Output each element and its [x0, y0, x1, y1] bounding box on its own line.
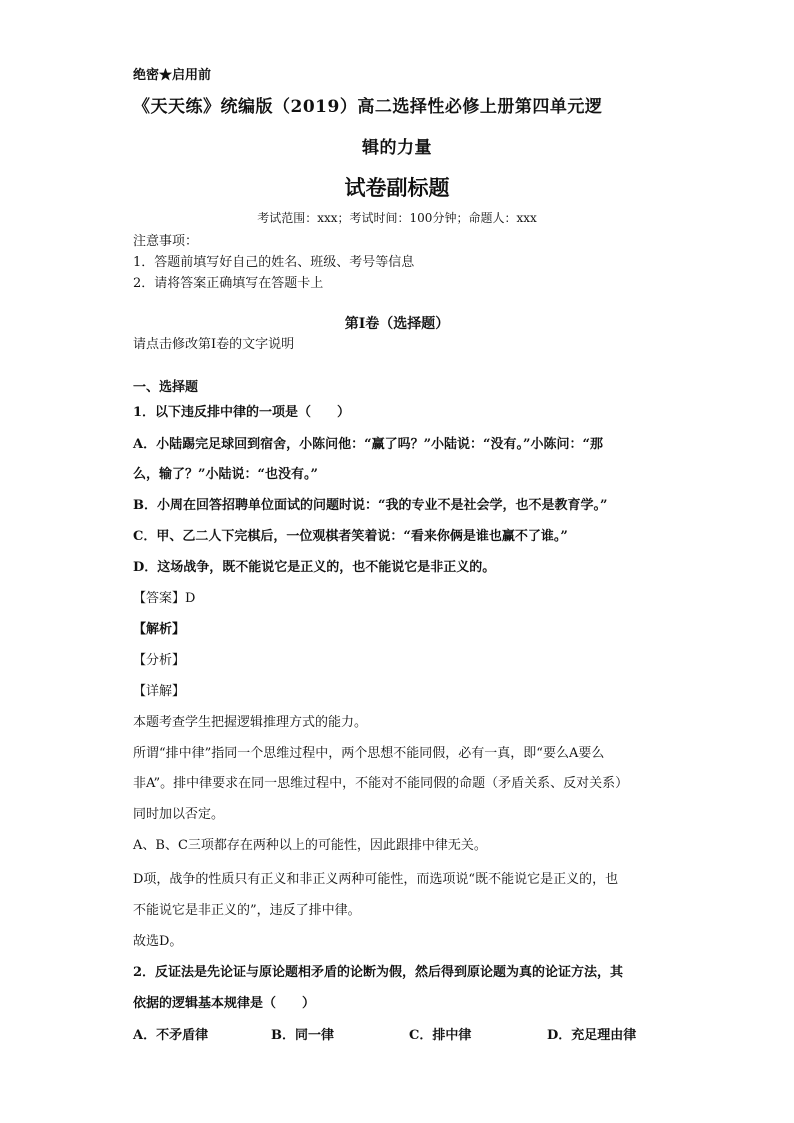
- q2-stem-line2: 依据的逻辑基本规律是（ ）: [133, 996, 316, 1011]
- q2-option-a: A．不矛盾律: [133, 1028, 209, 1043]
- q2-stem-line1: 2．反证法是先论证与原论题相矛盾的论断为假，然后得到原论题为真的论证方法，其: [133, 965, 624, 980]
- q1-explanation-p4-line2: 不能说它是非正义的”，违反了排中律。: [133, 903, 361, 918]
- q1-explanation-p2-line2: 非A”。排中律要求在同一思维过程中，不能对不能同假的命题（矛盾关系、反对关系）: [133, 776, 629, 791]
- note-item-1: 1．答题前填写好自己的姓名、班级、考号等信息: [133, 255, 415, 270]
- note-item-2: 2．请将答案正确填写在答题卡上: [133, 276, 324, 291]
- q1-option-d: D．这场战争，既不能说它是正义的，也不能说它是非正义的。: [133, 560, 496, 575]
- q2-option-d: D．充足理由律: [547, 1028, 637, 1043]
- q2-option-b: B．同一律: [271, 1028, 334, 1043]
- notes-heading: 注意事项：: [133, 234, 199, 249]
- q1-answer: 【答案】D: [133, 591, 196, 606]
- q1-explanation-p3: A、B、C三项都存在两种以上的可能性，因此跟排中律无关。: [133, 838, 487, 853]
- exam-info: 考试范围：xxx；考试时间：100分钟；命题人：xxx: [257, 211, 537, 225]
- exam-title-line1: 《天天练》统编版（2019）高二选择性必修上册第四单元逻: [133, 97, 603, 117]
- q1-xiangjie-label: 【详解】: [133, 684, 186, 699]
- q1-analysis-label: 【解析】: [133, 622, 186, 637]
- volume-desc: 请点击修改第I卷的文字说明: [133, 337, 295, 352]
- exam-subtitle: 试卷副标题: [344, 175, 450, 200]
- q1-option-a-line2: 么，输了？”小陆说：“也没有。”: [133, 467, 318, 482]
- q1-explanation-p1: 本题考查学生把握逻辑推理方式的能力。: [133, 715, 368, 730]
- q1-option-a-line1: A．小陆踢完足球回到宿舍，小陈问他：“赢了吗？”小陆说：“没有。”小陈问：“那: [133, 437, 603, 452]
- q1-explanation-p4-line1: D项，战争的性质只有正义和非正义两种可能性，而选项说“既不能说它是正义的，也: [133, 872, 619, 887]
- q2-option-c: C．排中律: [409, 1028, 472, 1043]
- q1-explanation-p2-line3: 同时加以否定。: [133, 807, 225, 822]
- section-heading: 一、选择题: [133, 380, 199, 395]
- q1-option-c: C．甲、乙二人下完棋后，一位观棋者笑着说：“看来你俩是谁也赢不了谁。”: [133, 529, 568, 544]
- secret-label: 绝密★启用前: [133, 68, 212, 83]
- q1-fenxi-label: 【分析】: [133, 653, 186, 668]
- exam-title-line2: 辑的力量: [362, 138, 432, 158]
- q1-explanation-p2-line1: 所谓“排中律”指同一个思维过程中，两个思想不能同假，必有一真，即“要么A要么: [133, 746, 605, 761]
- q1-option-b: B．小周在回答招聘单位面试的问题时说：“我的专业不是社会学，也不是教育学。”: [133, 498, 608, 513]
- q1-stem: 1．以下违反排中律的一项是（ ）: [133, 405, 351, 420]
- volume-title: 第I卷（选择题）: [344, 316, 450, 332]
- q1-explanation-p5: 故选D。: [133, 934, 183, 949]
